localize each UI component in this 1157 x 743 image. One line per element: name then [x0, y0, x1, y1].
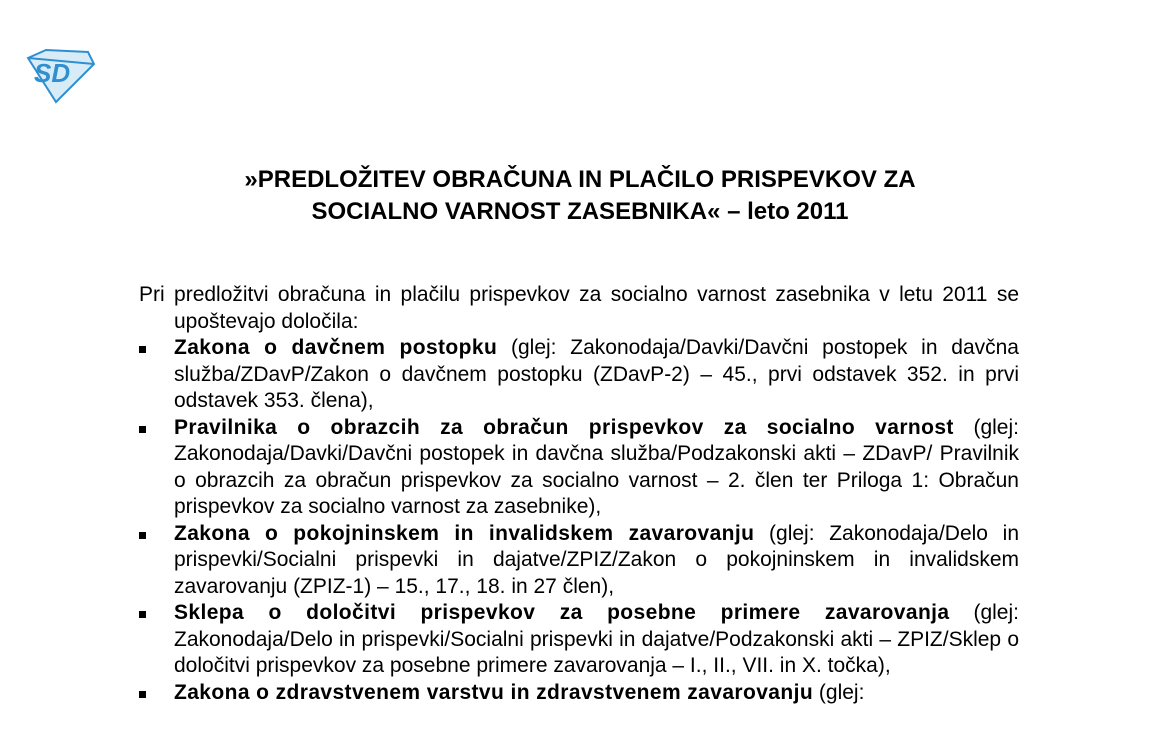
list-item [139, 521, 1019, 601]
law-reference: (glej: Zakonodaja/Davki/Davčni postopek in davčna služba/Podzakonski akti – ZDavP/ Pravilnik o obrazcih za obračun prispevkov za socialno varnost – 2. člen ter Priloga 1: Obračun prispevkov za socialno varnost za zasebnike), [174, 415, 1019, 518]
title-line-2: SOCIALNO VARNOST ZASEBNIKA« – leto 2011 [311, 198, 849, 225]
bullet-icon [139, 532, 146, 539]
law-name: Pravilnika o obrazcih za obračun prispevkov za socialno varnost [174, 415, 954, 439]
list-item [139, 415, 1019, 521]
list-item [139, 600, 1019, 680]
title-line-1: »PREDLOŽITEV OBRAČUNA IN PLAČILO PRISPEVKOV ZA [244, 166, 916, 193]
law-reference: (glej: Zakonodaja/Delo in prispevki/Socialni prispevki in dajatve/Podzakonski akti – ZPIZ/Sklep o določitvi prispevkov za posebne primere zavarovanja – I., II., VII. in X. točka), [174, 601, 1019, 677]
bullet-icon [139, 346, 146, 353]
law-reference: (glej: Zakonodaja/Delo in prispevki/Socialni prispevki in dajatve/ZPIZ/Zakon o pokojninskem in invalidskem zavarovanju (ZPIZ-1) – 15., 17., 18. in 27 člen), [174, 521, 1019, 598]
document-body [139, 282, 1019, 706]
law-reference: (glej: Zakonodaja/Davki/Davčni postopek in davčna služba/ZDavP/Zakon o davčnem postopku (ZDavP-2) – 45., prvi odstavek 352. in prvi odstavek 353. člena), [174, 336, 1019, 412]
document-title [150, 164, 1010, 228]
law-name: Zakona o pokojninskem in invalidskem zavarovanju [174, 521, 755, 545]
list-item [139, 335, 1019, 415]
provisions-list [139, 335, 1019, 706]
intro-paragraph: Pri predložitvi obračuna in plačilu prispevkov za socialno varnost zasebnika v letu 2011 se upoštevajo določila: [139, 283, 1019, 333]
law-name: Sklepa o določitvi prispevkov za posebne primere zavarovanja [174, 601, 950, 624]
bullet-icon [139, 611, 146, 618]
sd-logo [22, 48, 96, 104]
law-reference: (glej: [813, 680, 865, 704]
svg-text:SD: SD [34, 58, 71, 88]
list-item [139, 680, 1019, 707]
bullet-icon [139, 426, 146, 433]
law-name: Zakona o zdravstvenem varstvu in zdravstvenem zavarovanju [174, 680, 814, 704]
law-name: Zakona o davčnem postopku [174, 336, 498, 359]
bullet-icon [139, 691, 146, 698]
